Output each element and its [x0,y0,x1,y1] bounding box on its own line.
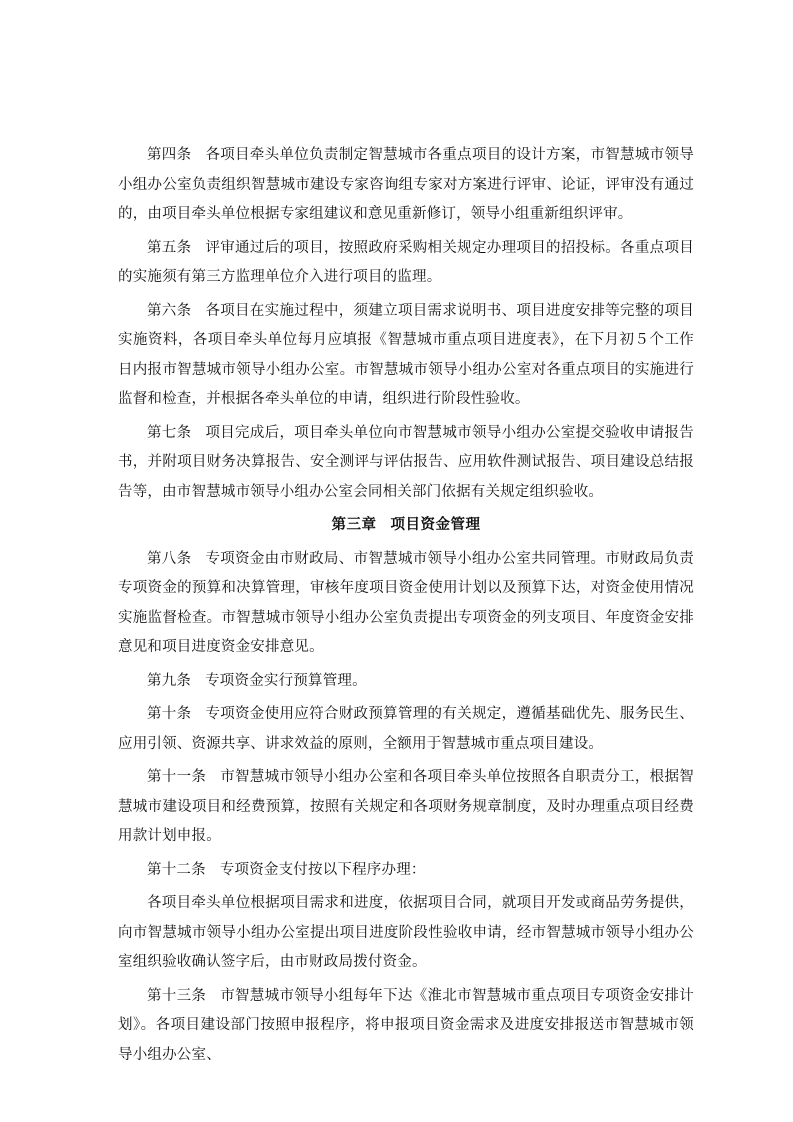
article-paragraph [118,763,694,852]
article-text: 专项资金支付按以下程序办理： [219,861,426,878]
article-text: 专项资金实行预算管理。 [205,672,367,689]
article-text: 市智慧城市领导小组每年下达《淮北市智慧城市重点项目专项资金安排计划》。各项目建设部门按照申报程序，将申报项目资金需求及进度安排报送市智慧城市领导小组办公室、 [118,987,694,1063]
article-text: 各项目在实施过程中，须建立项目需求说明书、项目进度安排等完整的项目实施资料，各项目牵头单位每月应填报《智慧城市重点项目进度表》，在下月初５个工作日内报市智慧城市领导小组办公室。市智慧城市领导小组办公室对各重点项目的实施进行监督和检查，并根据各牵头单位的申请，组织进行阶段性验收。 [118,302,694,407]
document-page [118,141,694,1074]
article-number: 第十条 [147,706,192,722]
article-text: 各项目牵头单位负责制定智慧城市各重点项目的设计方案，市智慧城市领导小组办公室负责组织智慧城市建设专家咨询组专家对方案进行评审、论证，评审没有通过的，由项目牵头单位根据专家组建议和意见重新修订，领导小组重新组织评审。 [118,147,694,222]
article-text: 专项资金由市财政局、市智慧城市领导小组办公室共同管理。市财政局负责专项资金的预算和决算管理，审核年度项目资金使用计划以及预算下达，对资金使用情况实施监督检查。市智慧城市领导小组办公室负责提出专项资金的列支项目、年度资金安排意见和项目进度资金安排意见。 [118,550,694,655]
article-number: 第十三条 [147,987,207,1004]
article-number: 第十二条 [147,861,206,878]
article-number: 第四条 [147,147,192,163]
procedure-text: 各项目牵头单位根据项目需求和进度，依据项目合同，就项目开发或商品劳务提供，向市智慧城市领导小组办公室提出项目进度阶段性验收申请，经市智慧城市领导小组办公室组织验收确认签字后，由市财政局拨付资金。 [118,895,694,970]
article-paragraph [118,667,694,697]
article-text: 专项资金使用应符合财政预算管理的有关规定，遵循基础优先、服务民生、应用引领、资源共享、讲求效益的原则，全额用于智慧城市重点项目建设。 [118,706,694,752]
article-paragraph [118,141,694,230]
article-number: 第十一条 [147,769,207,785]
article-paragraph [118,982,694,1071]
article-number: 第九条 [147,672,192,689]
article-text: 市智慧城市领导小组办公室和各项目牵头单位按照各自职责分工，根据智慧城市建设项目和经费预算，按照有关规定和各项财务规章制度，及时办理重点项目经费用款计划申报。 [118,769,694,844]
article-text: 评审通过后的项目，按照政府采购相关规定办理项目的招投标。各重点项目的实施须有第三方监理单位介入进行项目的监理。 [118,239,694,285]
article-paragraph [118,856,694,886]
article-paragraph [118,297,694,415]
article-paragraph [118,234,694,293]
article-paragraph [118,545,694,663]
chapter-number: 第三章 [331,517,377,533]
article-number: 第七条 [147,424,192,441]
chapter-heading [118,511,694,541]
article-paragraph [118,700,694,759]
article-paragraph [118,419,694,508]
article-text: 项目完成后，项目牵头单位向市智慧城市领导小组办公室提交验收申请报告书，并附项目财务决算报告、安全测评与评估报告、应用软件测试报告、项目建设总结报告等，由市智慧城市领导小组办公室会同相关部门依据有关规定组织验收。 [118,424,694,500]
article-number: 第五条 [147,239,192,256]
article-number: 第八条 [147,550,192,567]
procedure-paragraph [118,889,694,978]
article-number: 第六条 [147,302,192,319]
chapter-title: 项目资金管理 [390,517,481,533]
